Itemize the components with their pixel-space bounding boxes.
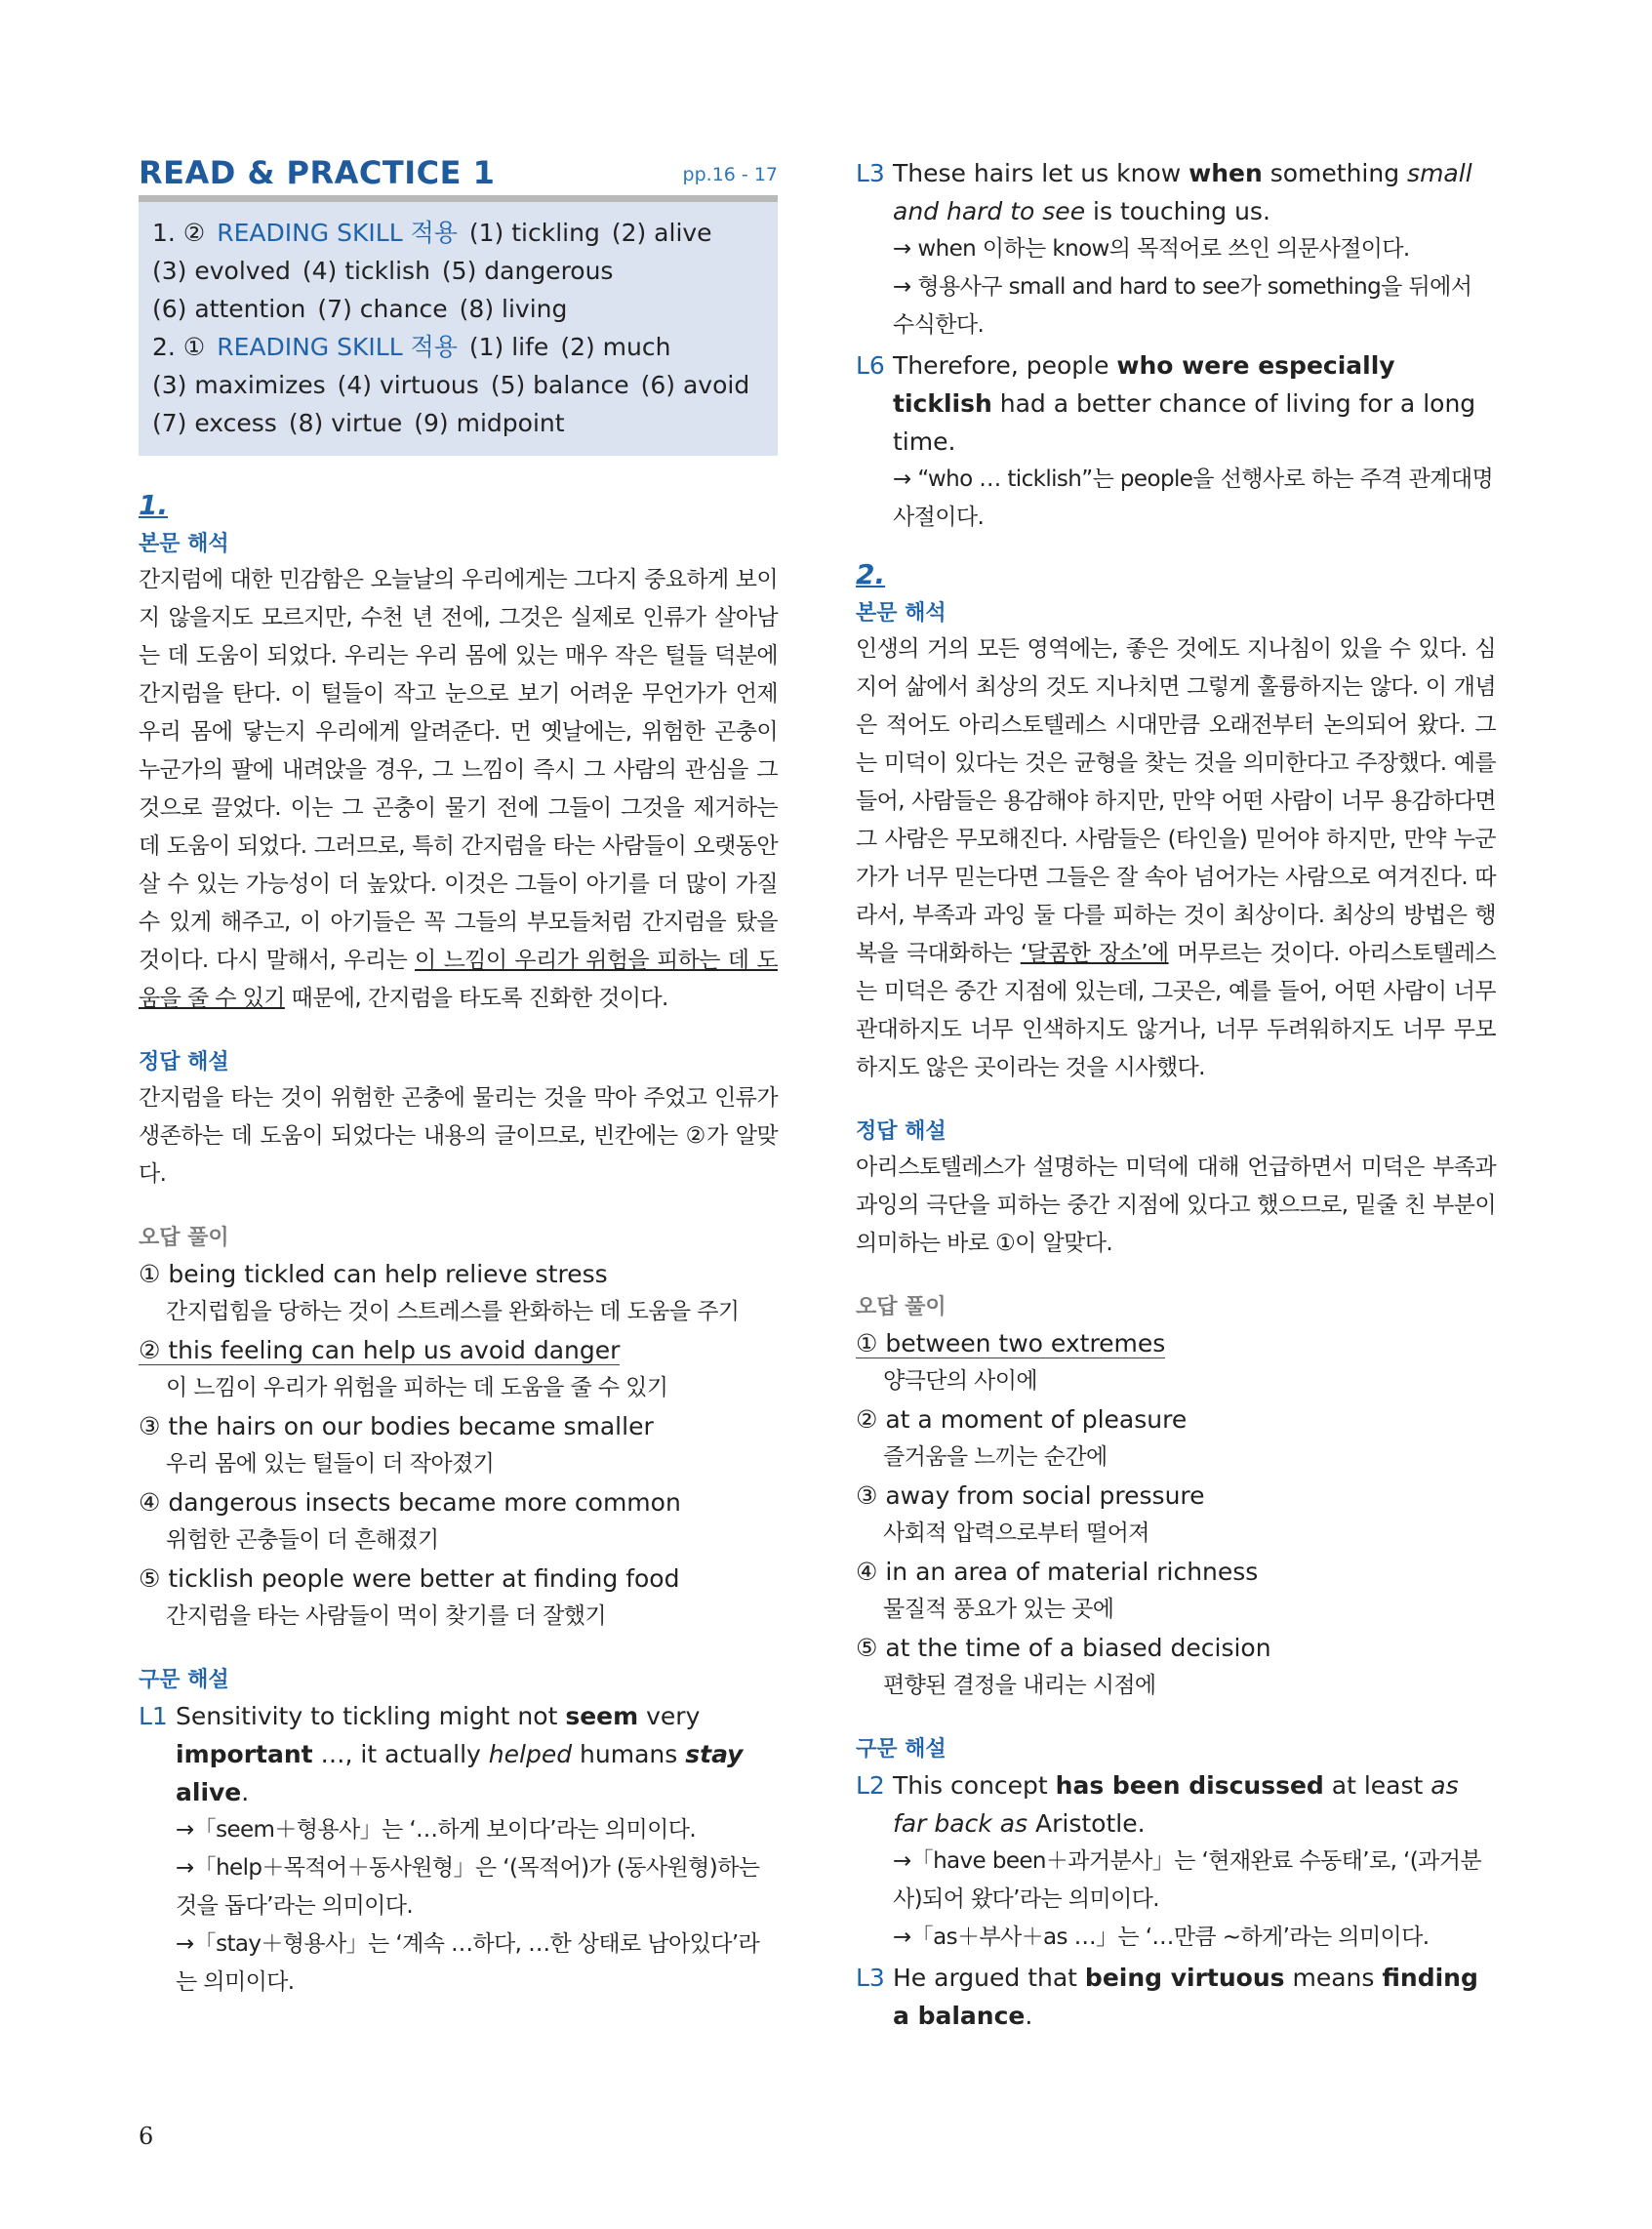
answer-line: (3) maximizes (4) virtuous (5) balance (6) avoid (152, 371, 750, 399)
grammar-item (856, 346, 1496, 537)
grammar-sentence: This concept has been discussed at least as far back as Aristotle. (893, 1771, 1459, 1838)
wrong-options-list (139, 1255, 778, 1636)
answer-key-box (139, 202, 778, 456)
answer-explanation-heading: 정답 해설 (139, 1050, 229, 1074)
page-number: 6 (139, 2123, 154, 2150)
answer-explanation-heading: 정답 해설 (856, 1119, 947, 1144)
line-label: L3 (856, 1964, 885, 1992)
grammar-item (856, 1959, 1496, 2035)
answer-line: (7) excess (8) virtue (9) midpoint (152, 409, 565, 437)
grammar-note: → when 이하는 know의 목적어로 쓰인 의문사절이다. (893, 236, 1410, 262)
answer-explanation-text: 아리스토텔레스가 설명하는 미덕에 대해 언급하면서 미덕은 부족과 과잉의 극단을 피하는 중간 지점에 있다고 했으므로, 밑줄 친 부분이 의미하는 바로 ①이 알맞다. (856, 1155, 1496, 1256)
wrong-options-heading: 오답 풀이 (856, 1295, 947, 1319)
option-korean: 양극단의 사이에 (883, 1368, 1038, 1394)
grammar-note: →「stay＋형용사」는 ‘계속 …하다, …한 상태로 남아있다’라는 의미이다. (176, 1931, 760, 1995)
option-english: ③ away from social pressure (856, 1481, 1205, 1510)
grammar-note: →「seem＋형용사」는 ‘…하게 보이다’라는 의미이다. (176, 1817, 697, 1843)
question-number: 2. (856, 558, 886, 590)
translation-heading: 본문 해석 (139, 532, 229, 556)
option-korean: 간지럽힘을 당하는 것이 스트레스를 완화하는 데 도움을 주기 (166, 1299, 740, 1324)
option-korean: 사회적 압력으로부터 떨어져 (883, 1520, 1149, 1546)
answer-line: 1. ② READING SKILL 적용 (1) tickling (2) alive (152, 219, 712, 247)
grammar-item (139, 1697, 778, 2002)
option-korean: 우리 몸에 있는 털들이 더 작아졌기 (166, 1451, 495, 1477)
grammar-note: → 형용사구 small and hard to see가 something을 뒤에서 수식한다. (893, 274, 1472, 338)
grammar-sentence: Therefore, people who were especially ticklish had a better chance of living for a long time. (893, 351, 1476, 456)
grammar-heading: 구문 해설 (856, 1737, 947, 1762)
section-header (139, 154, 778, 202)
option-english: ① between two extremes (856, 1329, 1166, 1358)
grammar-heading: 구문 해설 (139, 1668, 229, 1692)
grammar-sentence: These hairs let us know when something small and hard to see is touching us. (893, 159, 1472, 225)
option-english: ⑤ ticklish people were better at finding food (139, 1564, 680, 1593)
page-range: pp.16 - 17 (682, 164, 778, 185)
option-korean: 물질적 풍요가 있는 곳에 (883, 1597, 1114, 1622)
option-english: ② at a moment of pleasure (856, 1405, 1188, 1434)
grammar-note: →「have been＋과거분사」는 ‘현재완료 수동태’로, ‘(과거분사)되어 왔다’라는 의미이다. (893, 1848, 1481, 1912)
line-label: L1 (139, 1702, 168, 1730)
right-column (856, 154, 1496, 2035)
grammar-item (856, 154, 1496, 344)
option-korean: 즐거움을 느끼는 순간에 (883, 1444, 1108, 1470)
wrong-options-heading: 오답 풀이 (139, 1226, 229, 1250)
question-number: 1. (139, 489, 169, 521)
option-korean: 위험한 곤충들이 더 흔해졌기 (166, 1527, 439, 1553)
option-korean: 이 느낌이 우리가 위험을 피하는 데 도움을 줄 수 있기 (166, 1375, 668, 1400)
wrong-options-list (856, 1324, 1496, 1705)
option-english: ④ dangerous insects became more common (139, 1488, 681, 1517)
line-label: L3 (856, 159, 885, 187)
line-label: L2 (856, 1771, 885, 1800)
grammar-note: →「help＋목적어＋동사원형」은 ‘(목적어)가 (동사원형)하는 것을 돕다’라는 의미이다. (176, 1855, 760, 1919)
option-korean: 간지럼을 타는 사람들이 먹이 찾기를 더 잘했기 (166, 1603, 607, 1629)
option-english: ③ the hairs on our bodies became smaller (139, 1412, 654, 1440)
grammar-sentence: He argued that being virtuous means finding a balance. (893, 1964, 1478, 2030)
answer-explanation-text: 간지럼을 타는 것이 위험한 곤충에 물리는 것을 막아 주었고 인류가 생존하는 데 도움이 되었다는 내용의 글이므로, 빈칸에는 ②가 알맞다. (139, 1085, 778, 1187)
option-english: ④ in an area of material richness (856, 1558, 1259, 1586)
grammar-item (856, 1766, 1496, 1957)
grammar-note: →「as＋부사＋as …」는 ‘…만큼 ~하게’라는 의미이다. (893, 1925, 1430, 1950)
option-english: ② this feeling can help us avoid danger (139, 1336, 621, 1364)
line-label: L6 (856, 351, 885, 380)
grammar-note: → “who … ticklish”는 people을 선행사로 하는 주격 관계대명사절이다. (893, 466, 1494, 530)
option-english: ① being tickled can help relieve stress (139, 1260, 608, 1288)
section-title: READ & PRACTICE 1 (139, 154, 496, 191)
answer-line: (6) attention (7) chance (8) living (152, 295, 568, 323)
translation-text: 인생의 거의 모든 영역에는, 좋은 것에도 지나침이 있을 수 있다. 심지어 삶에서 최상의 것도 지나치면 그렇게 훌륭하지는 않다. 이 개념은 적어도 아리스토텔레스 시대만큼 오래전부터 논의되어 왔다. 그는 미덕이 있다는 것은 균형을 찾는 것을 의미한다고 주장했다. 예를 들어, 사람들은 용감해야 하지만, 만약 어떤 사람이 너무 용감하다면 그 사람은 무모해진다. 사람들은 (타인을) 믿어야 하지만, 만약 누군가가 너무 믿는다면 그들은 잘 속아 넘어가는 사람으로 여겨진다. 따라서, 부족과 과잉 둘 다를 피하는 것이 최상이다. 최상의 방법은 행복을 극대화하는 ‘달콤한 장소’에 머무르는 것이다. 아리스토텔레스는 미덕은 중간 지점에 있는데, 그곳은, 예를 들어, 어떤 사람이 너무 관대하지도 너무 인색하지도 않거나, 너무 두려워하지도 너무 무모하지도 않은 곳이라는 것을 시사했다. (856, 636, 1496, 1080)
answer-line: 2. ① READING SKILL 적용 (1) life (2) much (152, 333, 671, 361)
option-english: ⑤ at the time of a biased decision (856, 1634, 1271, 1662)
grammar-sentence: Sensitivity to tickling might not seem very important …, it actually helped humans stay alive. (176, 1702, 744, 1806)
option-korean: 편향된 결정을 내리는 시점에 (883, 1673, 1156, 1698)
translation-text: 간지럼에 대한 민감함은 오늘날의 우리에게는 그다지 중요하게 보이지 않을지도 모르지만, 수천 년 전에, 그것은 실제로 인류가 살아남는 데 도움이 되었다. 우리는 우리 몸에 있는 매우 작은 털들 덕분에 간지럼을 탄다. 이 털들이 작고 눈으로 보기 어려운 무언가가 언제 우리 몸에 닿는지 우리에게 알려준다. 먼 옛날에는, 위험한 곤충이 누군가의 팔에 내려앉을 경우, 그 느낌이 즉시 그 사람의 관심을 그것으로 끌었다. 이는 그 곤충이 물기 전에 그들이 그것을 제거하는 데 도움이 되었다. 그러므로, 특히 간지럼을 타는 사람들이 오랫동안 살 수 있는 가능성이 더 높았다. 이것은 그들이 아기를 더 많이 가질 수 있게 해주고, 이 아기들은 꼭 그들의 부모들처럼 간지럼을 탔을 것이다. 다시 말해서, 우리는 이 느낌이 우리가 위험을 피하는 데 도움을 줄 수 있기 때문에, 간지럼을 타도록 진화한 것이다. (139, 567, 778, 1011)
left-column (139, 154, 778, 2002)
translation-heading: 본문 해석 (856, 601, 947, 626)
answer-line: (3) evolved (4) ticklish (5) dangerous (152, 257, 614, 285)
